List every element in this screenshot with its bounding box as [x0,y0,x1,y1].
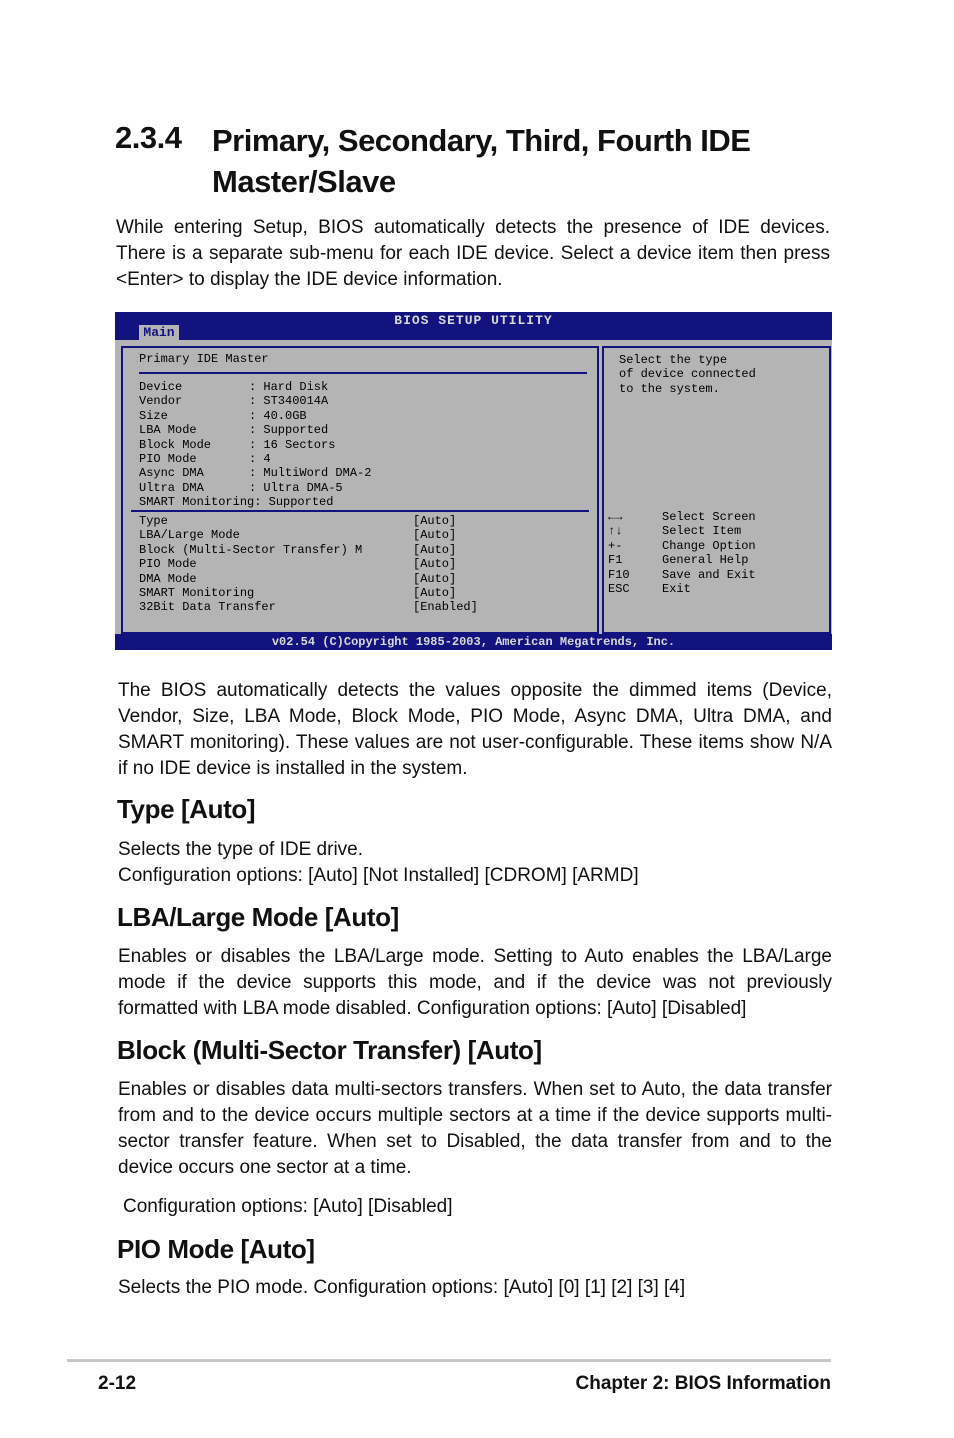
bios-title: BIOS SETUP UTILITY [394,313,553,328]
bios-key: ←→ [608,510,623,524]
bios-info-label: SMART Monitoring: Supported [139,495,334,510]
section-title: Primary, Secondary, Third, Fourth IDE Master/Slave [212,123,751,199]
bios-help-line: Select the type [619,353,728,367]
bios-key-action: General Help [662,553,749,568]
block-options: Configuration options: [Auto] [Disabled] [123,1196,453,1217]
bios-help-line: to the system. [619,381,720,396]
pio-heading: PIO Mode [Auto] [117,1234,315,1264]
bios-tab-main[interactable]: Main [139,325,179,340]
bios-option-value[interactable]: [Auto] [413,528,457,543]
block-description: Enables or disables data multi-sectors transfers. When set to Auto, the data transfer from and to the device occurs multiple sectors at a time if the device supports multi-sector transfer feature. When set to Disabled, the data transfer from and to the device occurs one sector at a time. [118,1079,832,1178]
bios-info-label: LBA Mode [139,423,197,438]
bios-key: F10 [608,567,630,582]
block-heading: Block (Multi-Sector Transfer) [Auto] [117,1035,542,1065]
bios-info-label: Async DMA [139,466,204,481]
bios-option-label[interactable]: PIO Mode [139,557,197,572]
footer-divider [67,1359,831,1362]
chapter-label: Chapter 2: BIOS Information [575,1373,831,1394]
bios-key: +- [608,538,623,553]
bios-option-value[interactable]: [Auto] [413,557,457,572]
bios-option-value[interactable]: [Auto] [413,571,457,586]
bios-info-label: PIO Mode [139,452,197,467]
bios-option-value[interactable]: [Auto] [413,586,457,601]
bios-key-action: Save and Exit [662,567,756,582]
bios-info-label: Vendor [139,394,183,409]
bios-key: ESC [608,582,630,597]
bios-option-label[interactable]: Block (Multi-Sector Transfer) M [139,542,363,557]
bios-key-action: Select Item [662,524,742,539]
bios-copyright: v02.54 (C)Copyright 1985-2003, American Megatrends, Inc. [115,634,832,650]
bios-option-label[interactable]: 32Bit Data Transfer [139,600,276,615]
section-number: 2.3.4 [115,120,182,155]
bios-info-value: : Hard Disk [249,380,329,394]
type-options: Configuration options: [Auto] [Not Installed] [CDROM] [ARMD] [118,865,639,886]
bios-info-value: : ST340014A [249,394,329,409]
pio-description: Selects the PIO mode. Configuration options: [Auto] [0] [1] [2] [3] [4] [118,1277,686,1298]
bios-info-label: Ultra DMA [139,480,204,495]
bios-option-label[interactable]: Type [139,514,168,528]
type-heading: Type [Auto] [117,794,256,824]
bios-help-text [619,353,756,396]
bios-info-value: : 16 Sectors [249,437,336,452]
bios-info-value: : 4 [249,452,271,467]
bios-key: ↑↓ [608,524,623,539]
bios-info-label: Block Mode [139,437,212,452]
lba-heading: LBA/Large Mode [Auto] [117,902,399,932]
type-description: Selects the type of IDE drive. [118,839,364,860]
bios-divider [139,372,587,374]
bios-info-value: : Supported [249,423,329,438]
bios-help-line: of device connected [619,367,756,382]
bios-option-label[interactable]: SMART Monitoring [139,586,255,601]
bios-key: F1 [608,553,623,568]
bios-info-value: : Ultra DMA-5 [249,480,343,495]
bios-info-value: : MultiWord DMA-2 [249,466,372,481]
bios-info-label: Device [139,380,183,394]
bios-key-action: Change Option [662,538,756,553]
bios-option-label[interactable]: DMA Mode [139,571,197,586]
bios-option-value[interactable]: [Enabled] [413,600,478,615]
bios-option-label[interactable]: LBA/Large Mode [139,528,240,543]
bios-divider [131,510,589,512]
bios-info-label: Size [139,408,168,423]
bios-key-action: Select Screen [662,510,756,524]
bios-option-value[interactable]: [Auto] [413,514,457,528]
bios-key-action: Exit [662,582,691,597]
bios-panel-title: Primary IDE Master [139,352,269,366]
bios-screenshot [115,312,832,650]
page-number: 2-12 [98,1373,137,1394]
bios-info-value [249,495,509,509]
intro-paragraph: While entering Setup, BIOS automatically detects the presence of IDE devices. There is a separate sub-menu for each IDE device. Select a device item then press <Enter> to display the IDE device information. [116,217,830,290]
bios-info-value: : 40.0GB [249,408,307,423]
bios-option-value[interactable]: [Auto] [413,542,457,557]
detect-paragraph: The BIOS automatically detects the values opposite the dimmed items (Device, Vendor, Size, LBA Mode, Block Mode, PIO Mode, Async DMA, Ultra DMA, and SMART monitoring). These values are not user-configurable. These items show N/A if no IDE device is installed in the system. [118,680,832,779]
lba-description: Enables or disables the LBA/Large mode. Setting to Auto enables the LBA/Large mode if the device supports this mode, and if the device was not previously formatted with LBA mode disabled. Configuration options: [Auto] [Disabled] [118,946,832,1019]
